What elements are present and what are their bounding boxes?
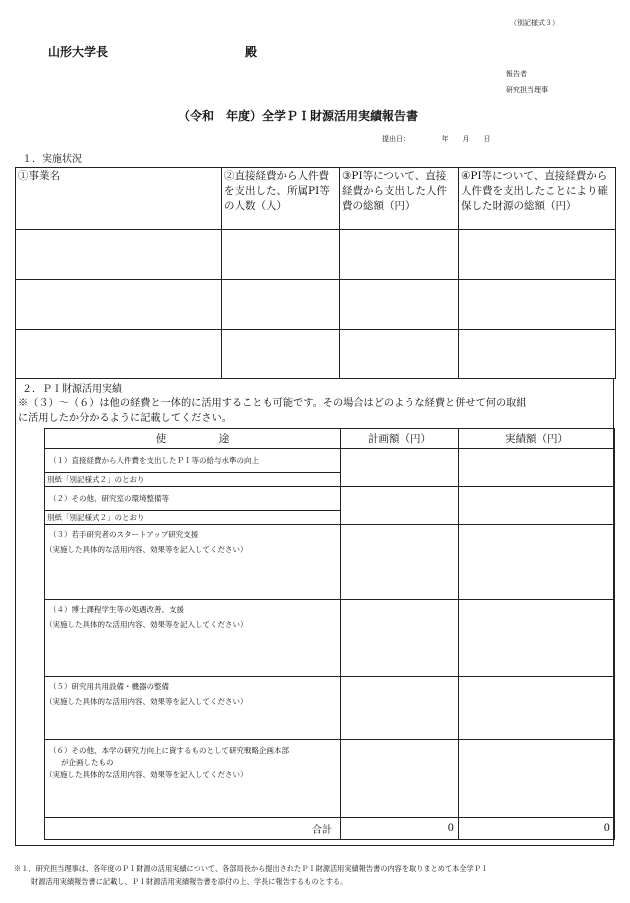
reporter-title: 研究担当理事	[506, 86, 548, 94]
plan-amount-4[interactable]	[341, 600, 459, 677]
table-row	[16, 330, 616, 379]
cell-secured-funds[interactable]	[459, 330, 616, 379]
usage-item-1-title: （１）直接経費から人件費を支出したＰＩ等の給与水準の向上	[49, 455, 259, 465]
cell-project-name[interactable]	[16, 230, 222, 280]
footnote-line2: 財源活用実績報告書に記載し、ＰＩ財源活用実績報告書を添付の上、学長に報告するものとする。	[31, 877, 348, 886]
section1-heading: １．実施状況	[22, 154, 82, 165]
table-row	[16, 230, 616, 280]
usage-item-4-title: （４）博士課程学生等の処遇改善、支援	[49, 605, 184, 614]
cell-labor-cost[interactable]	[340, 280, 459, 330]
actual-amount-1[interactable]	[459, 449, 615, 487]
col-project-name: ①事業名	[16, 168, 222, 230]
footnote-line1: ※１．研究担当理事は、各年度のＰＩ財源の活用実績について、各部局長から提出されたＰＩ財源活用実績報告書の内容を取りまとめて本全学ＰＩ	[14, 864, 489, 873]
total-row	[45, 818, 615, 840]
addressee: 山形大学長	[48, 45, 109, 59]
cell-labor-cost[interactable]	[340, 330, 459, 379]
table-row	[45, 677, 615, 740]
col-pi-count: ②直接経費から人件費を支出した、所属PI等の人数（人）	[222, 168, 340, 230]
usage-item-2-sub: 別紙「別記様式２」のとおり	[47, 512, 145, 522]
actual-amount-2[interactable]	[459, 487, 615, 525]
usage-item-2-title: （２）その他、研究室の環境整備等	[49, 493, 169, 503]
actual-amount-6[interactable]	[459, 740, 615, 818]
usage-item-4-sub: （実施した具体的な活用内容、効果等を記入してください）	[45, 620, 248, 629]
table-row	[45, 449, 615, 473]
cell-labor-cost[interactable]	[340, 230, 459, 280]
usage-table	[44, 428, 615, 840]
usage-item-1-sub: 別紙「別記様式２」のとおり	[47, 474, 145, 484]
table-row	[45, 525, 615, 600]
plan-amount-6[interactable]	[341, 740, 459, 818]
form-number: （別記様式３）	[510, 19, 559, 27]
usage-item-3-title: （３）若手研究者のスタートアップ研究支援	[49, 530, 199, 539]
honorific: 殿	[245, 45, 258, 59]
implementation-table	[15, 167, 616, 379]
plan-amount-5[interactable]	[341, 677, 459, 740]
usage-item-6-sub: （実施した具体的な活用内容、効果等を記入してください）	[45, 770, 248, 779]
table-row	[45, 740, 615, 818]
plan-amount-3[interactable]	[341, 525, 459, 600]
section2-note-line1: ※（３）～（６）は他の経費と一体的に活用することも可能です。その場合はどのような経費と併せて何の取組	[18, 398, 527, 409]
table-row	[45, 600, 615, 677]
usage-item-6-title: （６）その他、本学の研究力向上に資するものとして研究戦略企画本部	[49, 746, 289, 755]
usage-item-5-title: （５）研究用共用設備・機器の整備	[49, 682, 169, 691]
col-usage: 使 途	[45, 429, 341, 449]
cell-pi-count[interactable]	[222, 280, 340, 330]
reporter-label: 報告者	[506, 70, 527, 78]
table-row	[45, 487, 615, 511]
usage-item-5-sub: （実施した具体的な活用内容、効果等を記入してください）	[45, 697, 248, 706]
cell-secured-funds[interactable]	[459, 230, 616, 280]
section2-heading: ２．ＰＩ財源活用実績	[22, 384, 122, 395]
actual-amount-4[interactable]	[459, 600, 615, 677]
usage-item-6-title-cont: が企画したもの	[61, 758, 114, 767]
col-actual-amount: 実績額（円）	[459, 429, 615, 449]
actual-amount-5[interactable]	[459, 677, 615, 740]
plan-amount-2[interactable]	[341, 487, 459, 525]
submission-date: 提出日： 年 月 日	[382, 135, 491, 143]
cell-project-name[interactable]	[16, 330, 222, 379]
page-title: （令和 年度）全学ＰＩ財源活用実績報告書	[178, 109, 419, 123]
total-actual-amount: 0	[459, 818, 615, 840]
col-plan-amount: 計画額（円）	[341, 429, 459, 449]
section2-note-line2: に活用したか分かるように記載してください。	[18, 413, 232, 424]
table-row	[16, 280, 616, 330]
cell-project-name[interactable]	[16, 280, 222, 330]
cell-secured-funds[interactable]	[459, 280, 616, 330]
actual-amount-3[interactable]	[459, 525, 615, 600]
col-secured-funds-total: ④PI等について、直接経費から人件費を支出したことにより確保した財源の総額（円）	[459, 168, 616, 230]
plan-amount-1[interactable]	[341, 449, 459, 487]
total-label: 合計	[45, 818, 341, 840]
usage-item-3-sub: （実施した具体的な活用内容、効果等を記入してください）	[45, 545, 248, 554]
col-labor-cost-total: ③PI等について、直接経費から支出した人件費の総額（円）	[340, 168, 459, 230]
total-plan-amount: 0	[341, 818, 459, 840]
cell-pi-count[interactable]	[222, 330, 340, 379]
cell-pi-count[interactable]	[222, 230, 340, 280]
